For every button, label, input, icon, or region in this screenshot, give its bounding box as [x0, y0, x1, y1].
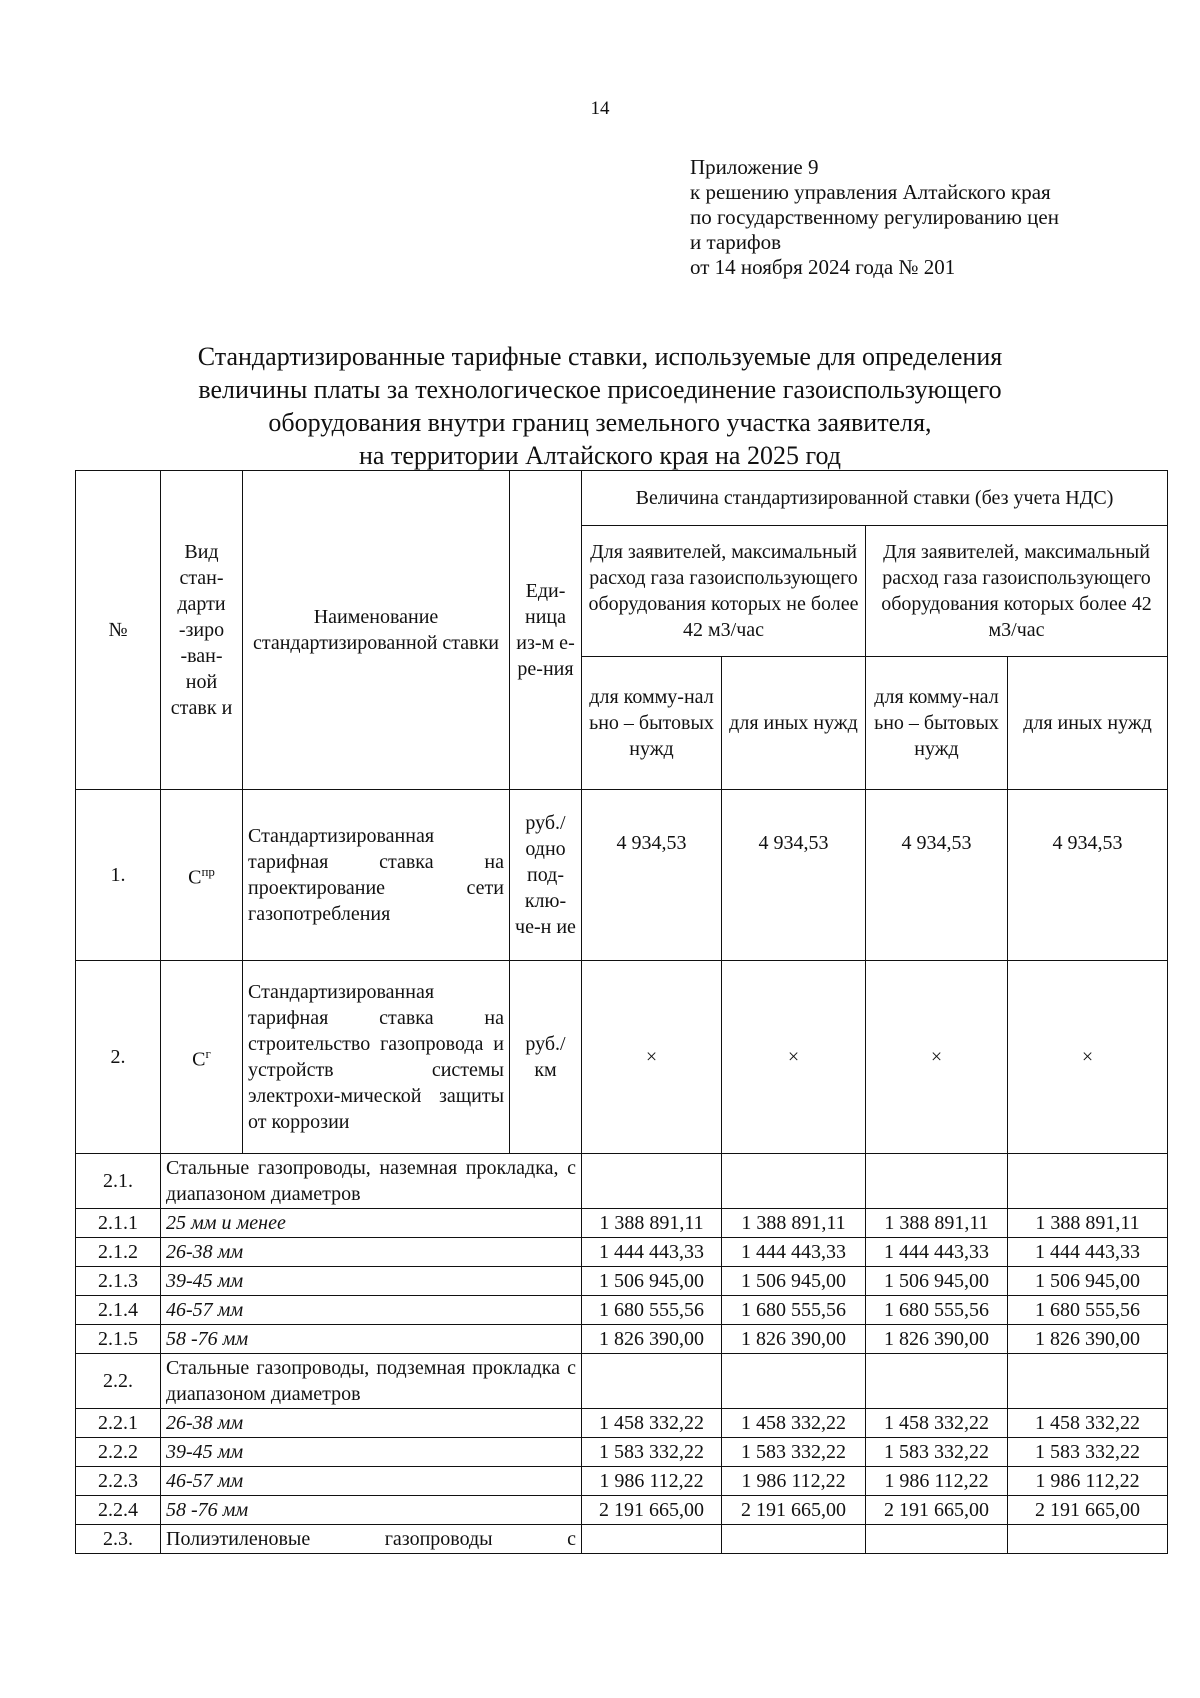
title-line-4: на территории Алтайского края на 2025 год: [359, 441, 841, 470]
page-number: 14: [590, 98, 610, 119]
row-kind: [161, 961, 243, 1154]
row-value: 1 986 112,22: [722, 1467, 866, 1496]
table-row: [76, 1296, 1168, 1325]
row-name: 46-57 мм: [161, 1296, 582, 1325]
section-row: [76, 1154, 1168, 1209]
row-name: 26-38 мм: [161, 1238, 582, 1267]
row-num: 2.1.1: [76, 1209, 161, 1238]
header-num: №: [76, 471, 161, 790]
table-row: [76, 790, 1168, 961]
row-value: 2 191 665,00: [1008, 1496, 1168, 1525]
kind-sup: пр: [201, 864, 215, 880]
row-value: 1 583 332,22: [866, 1438, 1008, 1467]
header-communal-low: для комму-нал ьно – бытовых нужд: [582, 657, 722, 790]
section-2-2-rows: [76, 1409, 1168, 1525]
row-value: 2 191 665,00: [722, 1496, 866, 1525]
row-value: 1 826 390,00: [866, 1325, 1008, 1354]
row-value: 1 583 332,22: [1008, 1438, 1168, 1467]
row-num: 2.2.2: [76, 1438, 161, 1467]
annex-line-2: к решению управления Алтайского края: [690, 180, 1051, 204]
section-name: [161, 1525, 582, 1554]
header-value: Величина стандартизированной ставки (без учета НДС): [582, 471, 1168, 526]
row-value: 1 458 332,22: [866, 1409, 1008, 1438]
row-kind: [161, 790, 243, 961]
row-value: 1 458 332,22: [1008, 1409, 1168, 1438]
row-num: 2.1.4: [76, 1296, 161, 1325]
annex-block: [690, 155, 1059, 280]
title-line-3: оборудования внутри границ земельного участка заявителя,: [268, 408, 932, 437]
row-num: 2.1.5: [76, 1325, 161, 1354]
row-name: 39-45 мм: [161, 1438, 582, 1467]
table-row: [76, 1238, 1168, 1267]
table-row: [76, 1267, 1168, 1296]
row-value: 1 444 443,33: [866, 1238, 1008, 1267]
table-row: [76, 1325, 1168, 1354]
row-value: ×: [866, 961, 1008, 1154]
row-num: 2.2.1: [76, 1409, 161, 1438]
empty-cell: [582, 1354, 722, 1409]
row-unit: руб./ одно под-клю-че-н ие: [510, 790, 582, 961]
empty-cell: [866, 1354, 1008, 1409]
row-value: 1 388 891,11: [866, 1209, 1008, 1238]
section-num: 2.1.: [76, 1154, 161, 1209]
empty-cell: [1008, 1154, 1168, 1209]
header-communal-high: для комму-нал ьно – бытовых нужд: [866, 657, 1008, 790]
row-value: 2 191 665,00: [866, 1496, 1008, 1525]
row-value: 4 934,53: [866, 790, 1008, 961]
row-num: 1.: [76, 790, 161, 961]
row-value: 4 934,53: [582, 790, 722, 961]
row-value: 1 826 390,00: [722, 1325, 866, 1354]
empty-cell: [1008, 1354, 1168, 1409]
header-group-high: Для заявителей, максимальный расход газа газоиспользующего оборудования которых более 42 м3/час: [866, 526, 1168, 657]
header-other-low: для иных нужд: [722, 657, 866, 790]
header-kind: Вид стан-дарти -зиро -ван-ной ставк и: [161, 471, 243, 790]
section-num: 2.3.: [76, 1525, 161, 1554]
table-row: [76, 1496, 1168, 1525]
section-2-1-rows: [76, 1209, 1168, 1354]
empty-cell: [582, 1525, 722, 1554]
row-value: 1 506 945,00: [722, 1267, 866, 1296]
row-num: 2.: [76, 961, 161, 1154]
title-line-2: величины платы за технологическое присоединение газоиспользующего: [198, 375, 1002, 404]
row-name: 39-45 мм: [161, 1267, 582, 1296]
row-value: 1 583 332,22: [582, 1438, 722, 1467]
annex-line-4: и тарифов: [690, 230, 782, 254]
header-name: Наименование стандартизированной ставки: [243, 471, 510, 790]
row-value: 1 506 945,00: [582, 1267, 722, 1296]
row-value: 1 388 891,11: [1008, 1209, 1168, 1238]
row-name: Стандартизированная тарифная ставка на проектирование сети газопотребления: [243, 790, 510, 961]
row-value: 1 444 443,33: [582, 1238, 722, 1267]
section-row: [76, 1525, 1168, 1554]
row-value: 1 680 555,56: [866, 1296, 1008, 1325]
row-name: Стандартизированная тарифная ставка на строительство газопровода и устройств системы электрохи-мической защиты от коррозии: [243, 961, 510, 1154]
row-value: 1 583 332,22: [722, 1438, 866, 1467]
row-value: 1 986 112,22: [582, 1467, 722, 1496]
empty-cell: [722, 1354, 866, 1409]
empty-cell: [582, 1154, 722, 1209]
row-name: 46-57 мм: [161, 1467, 582, 1496]
table-row: [76, 961, 1168, 1154]
empty-cell: [1008, 1525, 1168, 1554]
header-group-low: Для заявителей, максимальный расход газа газоиспользующего оборудования которых не более 42 м3/час: [582, 526, 866, 657]
row-value: 1 388 891,11: [582, 1209, 722, 1238]
section-num: 2.2.: [76, 1354, 161, 1409]
row-num: 2.2.3: [76, 1467, 161, 1496]
row-value: 1 444 443,33: [1008, 1238, 1168, 1267]
row-unit: руб./ км: [510, 961, 582, 1154]
row-name: 25 мм и менее: [161, 1209, 582, 1238]
row-value: 2 191 665,00: [582, 1496, 722, 1525]
row-name: 58 -76 мм: [161, 1325, 582, 1354]
empty-cell: [722, 1154, 866, 1209]
row-value: 1 986 112,22: [1008, 1467, 1168, 1496]
section-name: Стальные газопроводы, наземная прокладка, с диапазоном диаметров: [161, 1154, 582, 1209]
header-unit: Еди-ница из-м е-ре-ния: [510, 471, 582, 790]
row-value: ×: [582, 961, 722, 1154]
kind-base: С: [188, 866, 202, 889]
row-value: 4 934,53: [722, 790, 866, 961]
tariff-table: [75, 470, 1168, 1554]
row-value: 1 680 555,56: [1008, 1296, 1168, 1325]
row-value: 1 826 390,00: [1008, 1325, 1168, 1354]
annex-line-1: Приложение 9: [690, 155, 819, 179]
annex-line-5: от 14 ноября 2024 года № 201: [690, 255, 956, 279]
table-row: [76, 1467, 1168, 1496]
row-name: 26-38 мм: [161, 1409, 582, 1438]
section-row: [76, 1354, 1168, 1409]
row-value: 4 934,53: [1008, 790, 1168, 961]
row-value: 1 680 555,56: [722, 1296, 866, 1325]
table-row: [76, 1438, 1168, 1467]
row-value: 1 506 945,00: [866, 1267, 1008, 1296]
row-value: 1 986 112,22: [866, 1467, 1008, 1496]
row-value: 1 388 891,11: [722, 1209, 866, 1238]
table-row: [76, 1409, 1168, 1438]
kind-base: С: [192, 1048, 206, 1071]
row-value: 1 680 555,56: [582, 1296, 722, 1325]
header-row-1: [76, 471, 1168, 526]
row-value: 1 458 332,22: [722, 1409, 866, 1438]
empty-cell: [722, 1525, 866, 1554]
section-name: Стальные газопроводы, подземная прокладка с диапазоном диаметров: [161, 1354, 582, 1409]
kind-sup: г: [205, 1046, 211, 1062]
row-value: ×: [1008, 961, 1168, 1154]
title-line-1: Стандартизированные тарифные ставки, используемые для определения: [197, 342, 1003, 371]
row-value: ×: [722, 961, 866, 1154]
row-num: 2.1.2: [76, 1238, 161, 1267]
section-name-text: Полиэтиленовые газопроводы с: [166, 1528, 576, 1550]
table-row: [76, 1209, 1168, 1238]
row-value: 1 826 390,00: [582, 1325, 722, 1354]
row-value: 1 458 332,22: [582, 1409, 722, 1438]
row-num: 2.2.4: [76, 1496, 161, 1525]
empty-cell: [866, 1154, 1008, 1209]
empty-cell: [866, 1525, 1008, 1554]
header-other-high: для иных нужд: [1008, 657, 1168, 790]
row-value: 1 506 945,00: [1008, 1267, 1168, 1296]
document-title: [70, 340, 1130, 472]
row-num: 2.1.3: [76, 1267, 161, 1296]
row-value: 1 444 443,33: [722, 1238, 866, 1267]
row-name: 58 -76 мм: [161, 1496, 582, 1525]
annex-line-3: по государственному регулированию цен: [690, 205, 1059, 229]
